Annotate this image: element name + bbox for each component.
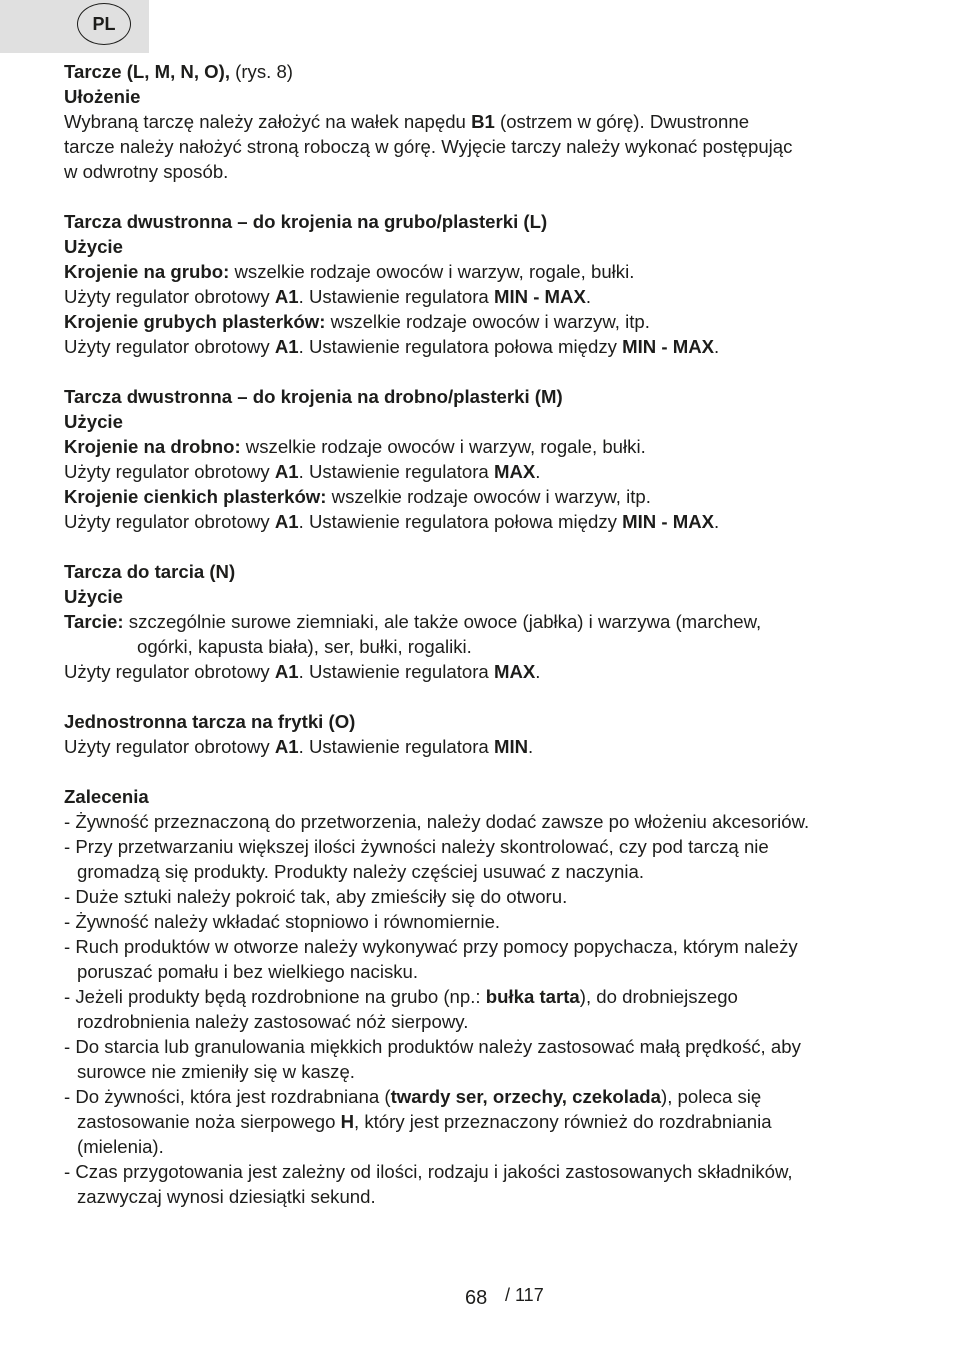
text-span: wszelkie rodzaje owoców i warzyw, itp. <box>326 486 651 507</box>
text-span: . <box>585 286 592 307</box>
disc-o-title: Jednostronna tarcza na frytki (O) <box>64 711 356 732</box>
text-span: - Jeżeli produkty będą rozdrobnione na grubo (np.: <box>64 986 486 1007</box>
tip-4: - Żywność należy wkładać stopniowo i równomiernie. <box>64 911 501 932</box>
text-span: Użyty regulator obrotowy <box>64 336 275 357</box>
bold-span: MIN - MAX <box>622 511 715 532</box>
bold-span: A1 <box>274 736 299 757</box>
disc-l-coarse-line <box>64 259 894 284</box>
tip-8 <box>64 1084 894 1109</box>
discs-paragraph-line-1 <box>64 109 894 134</box>
discs-subheading <box>64 84 894 109</box>
spacer <box>64 534 894 559</box>
tip-2-cont: gromadzą się produkty. Produkty należy częściej usuwać z naczynia. <box>77 861 645 882</box>
text-span: . <box>535 461 541 482</box>
tip-7-cont: surowce nie zmieniły się w kaszę. <box>77 1061 355 1082</box>
text-span: ), poleca się <box>661 1086 762 1107</box>
disc-l-thick-slices-setting <box>64 334 894 359</box>
disc-m-fine-line <box>64 434 894 459</box>
text-span: . Ustawienie regulatora połowa między <box>298 511 623 532</box>
discs-figure-ref: (rys. 8) <box>229 61 293 82</box>
tips-heading <box>64 784 894 809</box>
disc-n-heading <box>64 559 894 584</box>
disc-n-subheading <box>64 584 894 609</box>
text-span: wszelkie rodzaje owoców i warzyw, rogale, bułki. <box>229 261 635 282</box>
text-span: . Ustawienie regulatora połowa między <box>298 336 623 357</box>
text-span: zastosowanie noża sierpowego <box>77 1111 341 1132</box>
bold-span: Krojenie na grubo: <box>64 261 230 282</box>
tip-3: - Duże sztuki należy pokroić tak, aby zmieściły się do otworu. <box>64 886 568 907</box>
disc-m-thin-slices-line <box>64 484 894 509</box>
bold-span: A1 <box>274 661 299 682</box>
bold-span: bułka tarta <box>485 986 580 1007</box>
text-span: Użyty regulator obrotowy <box>64 461 275 482</box>
discs-sub-label: Ułożenie <box>64 86 141 107</box>
text-span: Użyty regulator obrotowy <box>64 661 275 682</box>
bold-span: A1 <box>274 511 299 532</box>
text-span: . Ustawienie regulatora <box>298 286 494 307</box>
bold-span: A1 <box>274 336 299 357</box>
disc-m-sub-label: Użycie <box>64 411 123 432</box>
bold-span: Tarcie: <box>64 611 124 632</box>
text-span: . Ustawienie regulatora <box>298 461 494 482</box>
text-span: Użyty regulator obrotowy <box>64 736 275 757</box>
tip-5: - Ruch produktów w otworze należy wykonywać przy pomocy popychacza, którym należy <box>64 936 798 957</box>
disc-o-setting <box>64 734 894 759</box>
spacer <box>64 759 894 784</box>
bold-span: A1 <box>274 461 299 482</box>
bold-span: MAX <box>493 661 536 682</box>
tip-8-cont <box>64 1109 894 1134</box>
text-span: . <box>714 511 720 532</box>
disc-m-subheading <box>64 409 894 434</box>
text-span: szczególnie surowe ziemniaki, ale także owoce (jabłka) i warzywa (marchew, <box>123 611 762 632</box>
disc-l-coarse-setting <box>64 284 894 309</box>
text-span: . Ustawienie regulatora <box>298 661 494 682</box>
bold-span: A1 <box>274 286 299 307</box>
bold-span: Krojenie na drobno: <box>64 436 241 457</box>
disc-l-thick-slices-line <box>64 309 894 334</box>
disc-n-sub-label: Użycie <box>64 586 123 607</box>
text-span: Użyty regulator obrotowy <box>64 511 275 532</box>
tip-2: - Przy przetwarzaniu większej ilości żywności należy skontrolować, czy pod tarczą nie <box>64 836 769 857</box>
text-span: wszelkie rodzaje owoców i warzyw, itp. <box>325 311 650 332</box>
language-tab <box>0 0 149 53</box>
disc-m-title: Tarcza dwustronna – do krojenia na drobno/plasterki (M) <box>64 386 563 407</box>
text-span: ), do drobniejszego <box>579 986 738 1007</box>
bold-span: MAX <box>493 461 536 482</box>
bold-span: MIN - MAX <box>622 336 715 357</box>
disc-l-heading <box>64 209 894 234</box>
bold-span: H <box>340 1111 355 1132</box>
disc-o-heading <box>64 709 894 734</box>
bold-span: Krojenie grubych plasterków: <box>64 311 326 332</box>
text-span: wszelkie rodzaje owoców i warzyw, rogale, bułki. <box>240 436 646 457</box>
spacer <box>64 359 894 384</box>
text-span: - Do żywności, która jest rozdrabniana ( <box>64 1086 391 1107</box>
tip-6 <box>64 984 894 1009</box>
discs-paragraph-line-2: tarcze należy nałożyć stroną roboczą w górę. Wyjęcie tarczy należy wykonać postępując <box>64 136 793 157</box>
page-number: 68 <box>465 1287 488 1309</box>
bold-span: twardy ser, orzechy, czekolada <box>390 1086 661 1107</box>
tip-8-cont-2: (mielenia). <box>77 1136 164 1157</box>
text-span: . Ustawienie regulatora <box>298 736 494 757</box>
tip-9: - Czas przygotowania jest zależny od ilości, rodzaju i jakości zastosowanych składników, <box>64 1161 793 1182</box>
discs-heading <box>64 59 894 84</box>
spacer <box>64 184 894 209</box>
disc-m-fine-setting <box>64 459 894 484</box>
disc-n-grating-line-cont: ogórki, kapusta biała), ser, bułki, rogaliki. <box>137 636 472 657</box>
bold-span: B1 <box>471 111 495 132</box>
bold-span: MIN <box>493 736 529 757</box>
disc-m-heading <box>64 384 894 409</box>
tip-7: - Do starcia lub granulowania miękkich produktów należy zastosować małą prędkość, aby <box>64 1036 801 1057</box>
bold-span: MIN - MAX <box>493 286 586 307</box>
disc-l-sub-label: Użycie <box>64 236 123 257</box>
text-span: . <box>714 336 720 357</box>
tip-1: - Żywność przeznaczoną do przetworzenia, należy dodać zawsze po włożeniu akcesoriów. <box>64 811 810 832</box>
text-span: (ostrzem w górę). Dwustronne <box>494 111 750 132</box>
manual-content <box>64 59 894 1209</box>
text-span: Użyty regulator obrotowy <box>64 286 275 307</box>
discs-title: Tarcze (L, M, N, O), <box>64 61 230 82</box>
tip-6-cont: rozdrobnienia należy zastosować nóż sierpowy. <box>77 1011 469 1032</box>
disc-n-setting <box>64 659 894 684</box>
tips-title: Zalecenia <box>64 786 149 807</box>
text-span: Wybraną tarczę należy założyć na wałek napędu <box>64 111 472 132</box>
language-badge: PL <box>77 3 131 45</box>
text-span: . <box>528 736 534 757</box>
tip-5-cont: poruszać pomału i bez wielkiego nacisku. <box>77 961 419 982</box>
disc-m-thin-slices-setting <box>64 509 894 534</box>
discs-paragraph-line-3: w odwrotny sposób. <box>64 161 229 182</box>
bold-span: Krojenie cienkich plasterków: <box>64 486 327 507</box>
text-span: . <box>535 661 541 682</box>
page-total: / 117 <box>505 1285 544 1305</box>
tip-9-cont: zazwyczaj wynosi dziesiątki sekund. <box>77 1186 376 1207</box>
disc-n-title: Tarcza do tarcia (N) <box>64 561 236 582</box>
spacer <box>64 684 894 709</box>
disc-n-grating-line <box>64 609 894 634</box>
disc-l-title: Tarcza dwustronna – do krojenia na grubo/plasterki (L) <box>64 211 548 232</box>
disc-l-subheading <box>64 234 894 259</box>
text-span: , który jest przeznaczony również do rozdrabniania <box>354 1111 772 1132</box>
